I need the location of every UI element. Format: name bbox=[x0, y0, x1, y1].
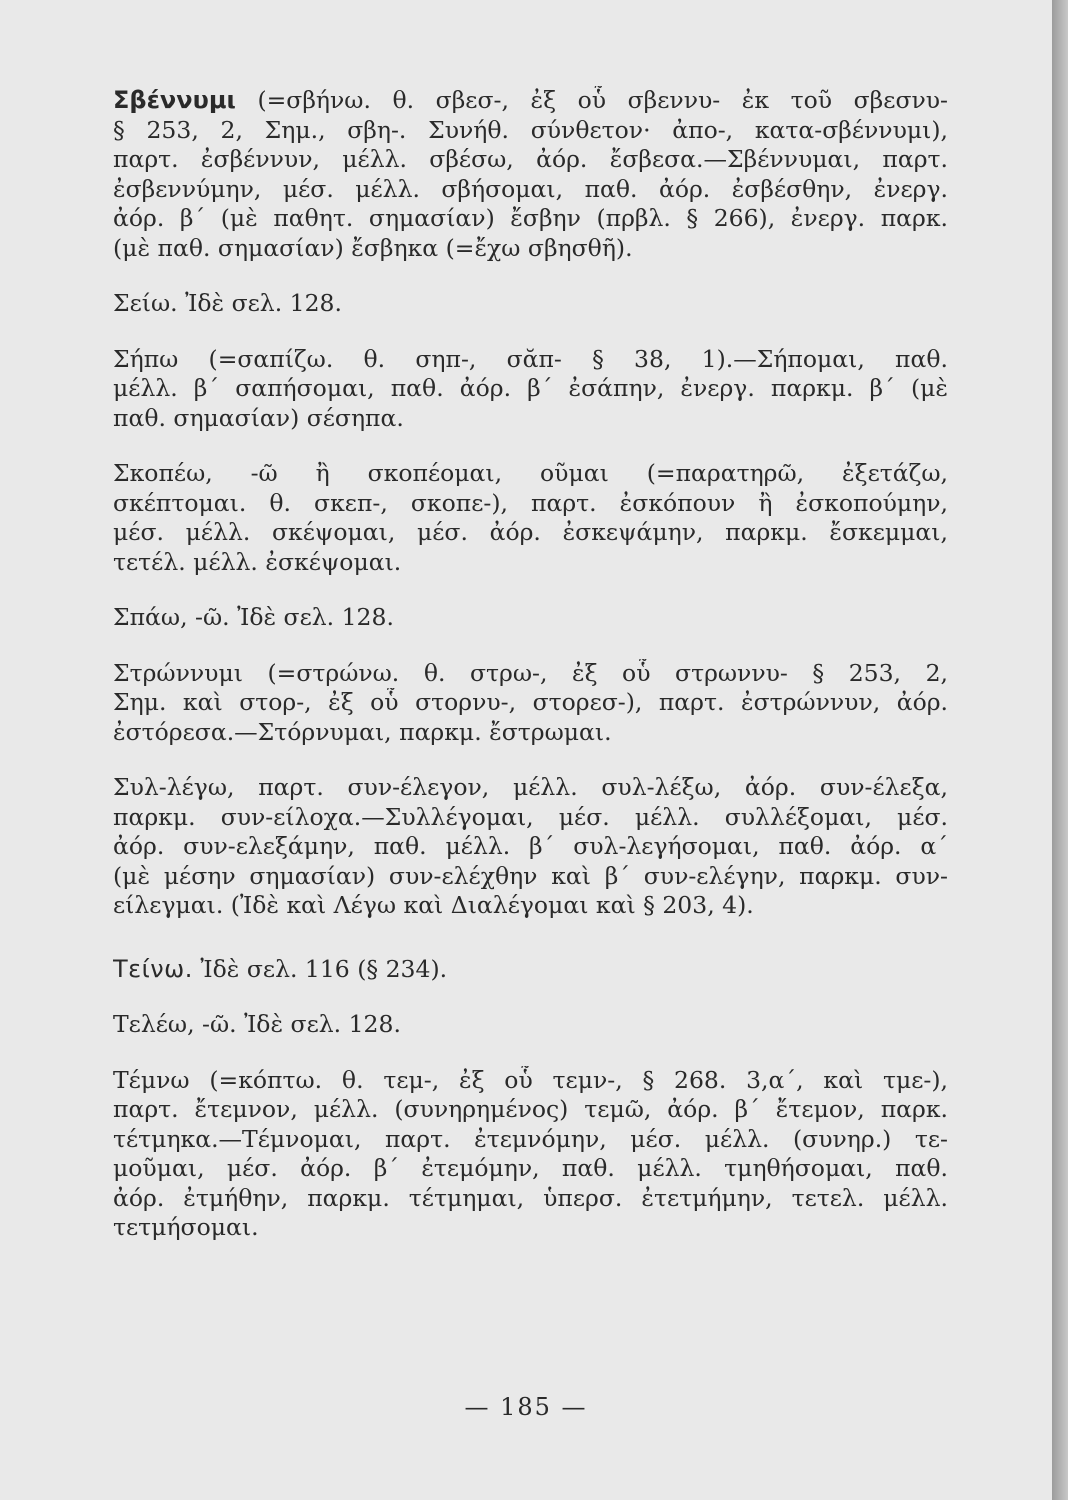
entry-line: παρκμ. συν-είλοχα.—Συλλέγομαι, μέσ. μέλλ. συλλέξομαι, μέσ. bbox=[113, 802, 948, 831]
entry-line: σκέπτομαι. θ. σκεπ-, σκοπε-), παρτ. ἐσκόπουν ἢ ἐσκοπούμην, bbox=[113, 488, 948, 517]
entry-line: μέσ. μέλλ. σκέψομαι, μέσ. ἀόρ. ἐσκεψάμην, παρκμ. ἔσκεμμαι, bbox=[113, 518, 948, 546]
entry-line: Στρώννυμι (=στρώνω. θ. στρω-, ἐξ οὗ στρωννυ- § 253, 2, bbox=[113, 658, 948, 687]
entry-line: τετμήσομαι. bbox=[113, 1213, 259, 1241]
entry-line: Σείω. Ἰδὲ σελ. 128. bbox=[113, 289, 342, 317]
entry-line: Σήπω (=σαπίζω. θ. σηπ-, σᾰπ- § 38, 1).—Σήπομαι, παθ. bbox=[113, 344, 948, 373]
entry-sepo bbox=[113, 345, 948, 434]
entry-line: παρτ. ἐσβέννυν, μέλλ. σβέσω, ἀόρ. ἔσβεσα.—Σβέννυμαι, παρτ. bbox=[113, 145, 948, 173]
entry-line: (μὲ μέσην σημασίαν) συν-ελέχθην καὶ β΄ συν-ελέγην, παρκμ. συν- bbox=[113, 861, 948, 890]
entry-line: μοῦμαι, μέσ. ἀόρ. β΄ ἐτεμόμην, παθ. μέλλ. τμηθήσομαι, παθ. bbox=[113, 1154, 948, 1182]
entry-line: τέτμηκα.—Τέμνομαι, παρτ. ἐτεμνόμην, μέσ. μέλλ. (συνηρ.) τε- bbox=[113, 1124, 948, 1153]
entry-line: ἀόρ. β΄ (μὲ παθητ. σημασίαν) ἔσβην (πρβλ. § 266), ἐνεργ. παρκ. bbox=[113, 204, 948, 232]
entry-line: ἀόρ. ἐτμήθην, παρκμ. τέτμημαι, ὑπερσ. ἐτετμήμην, τετελ. μέλλ. bbox=[113, 1183, 948, 1212]
entry-teleo bbox=[113, 1010, 948, 1040]
entry-line: Σκοπέω, -ῶ ἢ σκοπέομαι, οῦμαι (=παρατηρῶ, ἐξετάζω, bbox=[113, 459, 948, 487]
entry-line: Σημ. καὶ στορ-, ἐξ οὗ στορνυ-, στορεσ-), παρτ. ἐστρώννυν, ἀόρ. bbox=[113, 688, 948, 716]
entry-line: παρτ. ἔτεμνον, μέλλ. (συνηρημένος) τεμῶ, ἀόρ. β΄ ἔτεμον, παρκ. bbox=[113, 1095, 948, 1123]
entry-line: παθ. σημασίαν) σέσηπα. bbox=[113, 403, 404, 432]
entry-line: Τέμνω (=κόπτω. θ. τεμ-, ἐξ οὗ τεμν-, § 268. 3,α΄, καὶ τμε-), bbox=[113, 1065, 948, 1094]
entry-line: μέλλ. β΄ σαπήσομαι, παθ. ἀόρ. β΄ ἐσάπην, ἐνεργ. παρκμ. β΄ (μὲ bbox=[113, 374, 948, 402]
entry-skopeo bbox=[113, 459, 948, 577]
page-body bbox=[113, 86, 948, 1269]
entry-stronnymi bbox=[113, 659, 948, 748]
headword: Σβέννυμι bbox=[113, 86, 236, 114]
entry-line bbox=[113, 955, 948, 985]
entry-line: ἐσβεννύμην, μέσ. μέλλ. σβήσομαι, παθ. ἀόρ. ἐσβέσθην, ἐνεργ. bbox=[113, 174, 948, 203]
entry-spao bbox=[113, 603, 948, 633]
entry-line: Τελέω, -ῶ. Ἰδὲ σελ. 128. bbox=[113, 1010, 401, 1038]
entry-teino bbox=[113, 955, 948, 985]
entry-text: Ἰδὲ σελ. 116 (§ 234). bbox=[200, 954, 448, 983]
entry-line: είλεγμαι. (Ἰδὲ καὶ Λέγω καὶ Διαλέγομαι καὶ § 203, 4). bbox=[113, 891, 754, 919]
page-number: — 185 — bbox=[464, 1393, 588, 1421]
entry-line: Συλ-λέγω, παρτ. συν-έλεγον, μέλλ. συλ-λέξω, ἀόρ. συν-έλεξα, bbox=[113, 773, 948, 801]
entry-text: (=σβήνω. θ. σβεσ-, ἐξ οὗ σβεννυ- ἐκ τοῦ σβεσνυ- bbox=[257, 86, 948, 114]
entry-line: Σπάω, -ῶ. Ἰδὲ σελ. 128. bbox=[113, 603, 394, 631]
entry-seio bbox=[113, 289, 948, 319]
entry-temno bbox=[113, 1066, 948, 1243]
entry-line: (μὲ παθ. σημασίαν) ἔσβηκα (=ἔχω σβησθῆ). bbox=[113, 233, 633, 262]
entry-line: ἀόρ. συν-ελεξάμην, παθ. μέλλ. β΄ συλ-λεγήσομαι, παθ. ἀόρ. α΄ bbox=[113, 832, 948, 860]
book-edge bbox=[1052, 0, 1068, 1500]
entry-line: § 253, 2, Σημ., σβη-. Συνήθ. σύνθετον· ἀπο-, κατα-σβέννυμι), bbox=[113, 115, 948, 144]
entry-syllego bbox=[113, 773, 948, 921]
headword: Τείνω. bbox=[113, 954, 193, 983]
entry-sbennymi bbox=[113, 86, 948, 263]
entry-line bbox=[113, 86, 948, 116]
entry-line: τετέλ. μέλλ. ἐσκέψομαι. bbox=[113, 547, 402, 576]
entry-line: ἐστόρεσα.—Στόρνυμαι, παρκμ. ἔστρωμαι. bbox=[113, 717, 612, 746]
